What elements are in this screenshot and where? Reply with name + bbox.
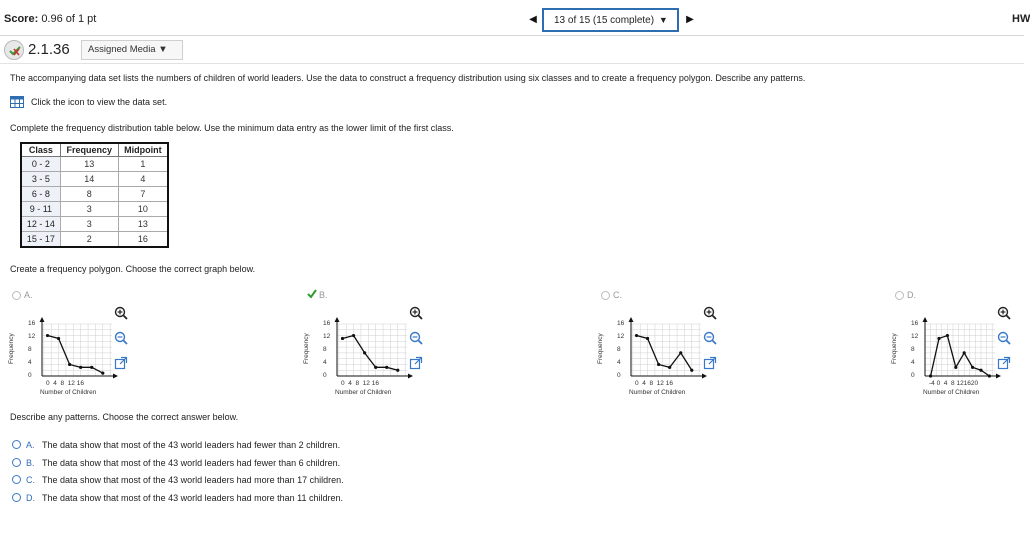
- frequency-cell: 2: [60, 232, 118, 247]
- option-d-y-axis-label: Frequency: [891, 333, 898, 364]
- midpoint-cell: 10: [118, 202, 168, 217]
- option-d-zoom-in-icon[interactable]: [997, 306, 1011, 320]
- option-a-data-point: [101, 372, 104, 375]
- option-a-radio[interactable]: [12, 291, 21, 300]
- option-b-x-axis-label: Number of Children: [335, 389, 392, 396]
- option-c-data-point: [668, 366, 671, 369]
- option-a-data-point: [79, 366, 82, 369]
- option-a-y-tick-label: 4: [28, 359, 32, 366]
- option-b-y-tick-label: 4: [323, 359, 327, 366]
- option-b-y-tick-label: 16: [323, 320, 331, 327]
- option-d-data-point: [937, 337, 940, 340]
- option-c-data-point: [679, 351, 682, 354]
- option-d-x-tick-labels: -4 0 4 8 121620: [929, 380, 979, 387]
- option-d-data-point: [929, 374, 932, 377]
- graph-instruction: Create a frequency polygon. Choose the correct graph below.: [10, 264, 256, 274]
- option-b-data-point: [352, 334, 355, 337]
- class-cell: 12 - 14: [21, 217, 60, 232]
- answer-d-radio[interactable]: [12, 493, 21, 502]
- answer-b-text[interactable]: The data show that most of the 43 world leaders had fewer than 6 children.: [42, 458, 341, 468]
- option-c-y-axis-label: Frequency: [597, 333, 604, 364]
- option-a-y-tick-label: 8: [28, 346, 32, 353]
- table-row: [21, 232, 168, 247]
- partial-credit-icon: [4, 40, 24, 60]
- table-row: [21, 202, 168, 217]
- option-c-x-tick-labels: 0 4 8 12 16: [635, 380, 673, 387]
- option-b-y-tick-label: 8: [323, 346, 327, 353]
- option-c-data-point: [690, 369, 693, 372]
- top-bar: [0, 0, 1024, 36]
- answer-d-text[interactable]: The data show that most of the 43 world leaders had more than 11 children.: [42, 493, 344, 503]
- option-d-data-point: [979, 369, 982, 372]
- table-header-row: [21, 143, 168, 157]
- option-b-x-tick-labels: 0 4 8 12 16: [341, 380, 379, 387]
- option-c-y-tick-label: 0: [617, 372, 621, 379]
- assigned-media-button[interactable]: Assigned Media ▼: [81, 40, 183, 60]
- option-c-zoom-out-icon[interactable]: [703, 331, 717, 345]
- table-row: [21, 172, 168, 187]
- option-a-y-axis-label: Frequency: [8, 333, 15, 364]
- option-d-y-tick-label: 8: [911, 346, 915, 353]
- option-d-zoom-out-icon[interactable]: [997, 331, 1011, 345]
- score-display: Score: 0.96 of 1 pt: [4, 13, 97, 25]
- option-d-y-tick-label: 4: [911, 359, 915, 366]
- column-header: Class: [21, 143, 60, 157]
- data-table-icon[interactable]: [10, 96, 24, 108]
- column-header: Frequency: [60, 143, 118, 157]
- class-cell: 0 - 2: [21, 157, 60, 172]
- option-d-y-tick-label: 16: [911, 320, 919, 327]
- option-a-zoom-in-icon[interactable]: [114, 306, 128, 320]
- option-b-data-point: [374, 366, 377, 369]
- option-b-check-icon[interactable]: [307, 289, 317, 299]
- option-d-x-axis-label: Number of Children: [923, 389, 980, 396]
- option-a-data-point: [90, 366, 93, 369]
- midpoint-cell: 1: [118, 157, 168, 172]
- frequency-cell: 13: [60, 157, 118, 172]
- question-number: 2.1.36: [28, 41, 70, 58]
- option-d-data-point: [988, 374, 991, 377]
- option-d-data-point: [946, 334, 949, 337]
- option-d-y-tick-label: 0: [911, 372, 915, 379]
- option-b-data-point: [385, 366, 388, 369]
- class-cell: 15 - 17: [21, 232, 60, 247]
- option-c-y-tick-label: 12: [617, 333, 625, 340]
- frequency-cell: 14: [60, 172, 118, 187]
- option-a-y-tick-label: 16: [28, 320, 36, 327]
- pattern-instruction: Describe any patterns. Choose the correct answer below.: [10, 412, 239, 422]
- option-b-y-tick-label: 0: [323, 372, 327, 379]
- option-c-x-axis-label: Number of Children: [629, 389, 686, 396]
- midpoint-cell: 16: [118, 232, 168, 247]
- option-b-y-tick-label: 12: [323, 333, 331, 340]
- option-c-y-tick-label: 4: [617, 359, 621, 366]
- option-b-data-point: [396, 369, 399, 372]
- option-d-open-in-new-window-icon[interactable]: [997, 356, 1011, 370]
- option-a-zoom-out-icon[interactable]: [114, 331, 128, 345]
- option-a-data-point: [57, 337, 60, 340]
- option-a-data-point: [68, 363, 71, 366]
- option-c-label: C.: [613, 290, 622, 300]
- option-c-open-in-new-window-icon[interactable]: [703, 356, 717, 370]
- option-d-label: D.: [907, 290, 916, 300]
- option-d-y-tick-label: 12: [911, 333, 919, 340]
- option-d-data-point: [954, 366, 957, 369]
- question-prompt: The accompanying data set lists the numbers of children of world leaders. Use the data to construct a frequency distribution using six classes and to create a frequency polygon. Describe any patterns.: [10, 73, 806, 83]
- option-d-data-point: [963, 351, 966, 354]
- table-row: [21, 157, 168, 172]
- class-cell: 3 - 5: [21, 172, 60, 187]
- answer-c-text[interactable]: The data show that most of the 43 world leaders had more than 17 children.: [42, 475, 344, 485]
- option-d-radio[interactable]: [895, 291, 904, 300]
- frequency-cell: 8: [60, 187, 118, 202]
- caret-down-icon: ▼: [158, 44, 168, 55]
- option-a-frequency-polygon-graph: [34, 304, 120, 384]
- question-navigator-select[interactable]: 13 of 15 (15 complete) ▼: [542, 8, 679, 32]
- option-b-data-point: [341, 337, 344, 340]
- table-row: [21, 217, 168, 232]
- midpoint-cell: 7: [118, 187, 168, 202]
- answer-c-letter: C.: [26, 475, 35, 485]
- next-question-button[interactable]: ▶: [686, 14, 694, 25]
- table-row: [21, 187, 168, 202]
- class-cell: 9 - 11: [21, 202, 60, 217]
- chevron-down-icon: ▼: [658, 15, 668, 25]
- option-a-x-axis-label: Number of Children: [40, 389, 97, 396]
- divider: [0, 63, 1024, 64]
- frequency-table: [20, 142, 169, 248]
- option-a-data-point: [46, 334, 49, 337]
- option-a-y-tick-label: 12: [28, 333, 36, 340]
- option-c-data-point: [646, 337, 649, 340]
- midpoint-cell: 13: [118, 217, 168, 232]
- option-a-y-tick-label: 0: [28, 372, 32, 379]
- answer-a-text[interactable]: The data show that most of the 43 world leaders had fewer than 2 children.: [42, 440, 341, 450]
- table-instruction: Complete the frequency distribution table below. Use the minimum data entry as the lower limit of the first class.: [10, 123, 454, 133]
- option-d-data-point: [971, 366, 974, 369]
- option-a-open-in-new-window-icon[interactable]: [114, 356, 128, 370]
- option-a-label: A.: [24, 290, 33, 300]
- option-c-data-point: [635, 334, 638, 337]
- answer-a-radio[interactable]: [12, 440, 21, 449]
- option-b-data-point: [363, 351, 366, 354]
- option-c-zoom-in-icon[interactable]: [703, 306, 717, 320]
- answer-b-radio[interactable]: [12, 458, 21, 467]
- option-b-frequency-polygon-graph: [329, 304, 415, 384]
- class-cell: 6 - 8: [21, 187, 60, 202]
- option-b-open-in-new-window-icon[interactable]: [409, 356, 423, 370]
- answer-b-letter: B.: [26, 458, 35, 468]
- option-a-x-tick-labels: 0 4 8 12 16: [46, 380, 84, 387]
- column-header: Midpoint: [118, 143, 168, 157]
- option-c-data-point: [657, 363, 660, 366]
- dataset-link[interactable]: Click the icon to view the data set.: [31, 97, 168, 107]
- answer-c-radio[interactable]: [12, 475, 21, 484]
- answer-a-letter: A.: [26, 440, 35, 450]
- option-c-y-tick-label: 8: [617, 346, 621, 353]
- option-c-y-tick-label: 16: [617, 320, 625, 327]
- option-c-radio[interactable]: [601, 291, 610, 300]
- midpoint-cell: 4: [118, 172, 168, 187]
- previous-question-button[interactable]: ◀: [529, 14, 537, 25]
- answer-d-letter: D.: [26, 493, 35, 503]
- option-b-label: B.: [319, 290, 328, 300]
- hw-label: HW: [1012, 13, 1030, 25]
- option-b-zoom-in-icon[interactable]: [409, 306, 423, 320]
- option-b-y-axis-label: Frequency: [303, 333, 310, 364]
- frequency-cell: 3: [60, 202, 118, 217]
- option-d-frequency-polygon-graph: [917, 304, 1003, 384]
- option-c-frequency-polygon-graph: [623, 304, 709, 384]
- option-b-zoom-out-icon[interactable]: [409, 331, 423, 345]
- frequency-cell: 3: [60, 217, 118, 232]
